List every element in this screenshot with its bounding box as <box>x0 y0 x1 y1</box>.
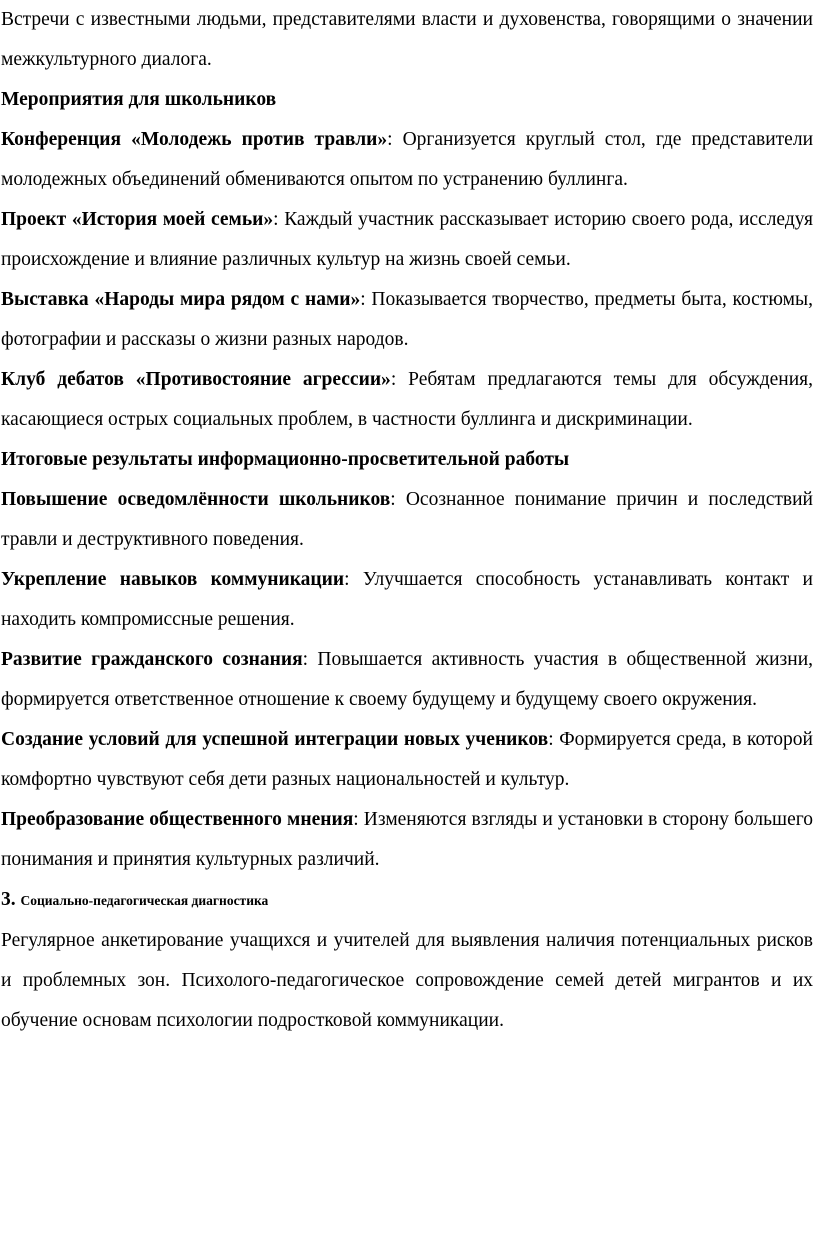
event-text: : Каждый участник рассказывает историю своего рода, исследуя происхождение и влияние различных культур на жизнь своей семьи. <box>1 209 813 270</box>
event-label: Конференция «Молодежь против травли» <box>1 129 388 150</box>
event-item-family-project <box>1 200 813 280</box>
result-text: : Изменяются взгляды и установки в сторону большего понимания и принятия культурных различий. <box>1 809 813 870</box>
section-3-paragraph: Регулярное анкетирование учащихся и учителей для выявления наличия потенциальных рисков и проблемных зон. Психолого-педагогическое сопровождение семей детей мигрантов и их обучение основам психологии подростковой коммуникации. <box>1 930 813 1031</box>
event-text: : Организуется круглый стол, где представители молодежных объединений обмениваются опытом по устранению буллинга. <box>1 129 814 190</box>
result-item-communication <box>1 560 813 640</box>
event-label: Выставка «Народы мира рядом с нами» <box>1 289 361 310</box>
result-label: Повышение осведомлённости школьников <box>1 489 391 510</box>
result-item-awareness <box>1 480 813 560</box>
result-text: : Формируется среда, в которой комфортно чувствуют себя дети разных национальностей и культур. <box>1 729 813 790</box>
results-heading: Итоговые результаты информационно-просветительной работы <box>1 449 570 470</box>
event-text: : Показывается творчество, предметы быта, костюмы, фотографии и рассказы о жизни разных народов. <box>1 289 813 350</box>
result-label: Развитие гражданского сознания <box>1 649 303 670</box>
result-item-civic <box>1 640 813 720</box>
result-label: Укрепление навыков коммуникации <box>1 569 345 590</box>
section-3-heading <box>1 880 813 921</box>
event-item-debate-club <box>1 360 813 440</box>
event-item-exhibition <box>1 280 813 360</box>
result-label: Преобразование общественного мнения <box>1 809 354 830</box>
result-text: : Улучшается способность устанавливать контакт и находить компромиссные решения. <box>1 569 813 630</box>
event-item-conference <box>1 120 813 200</box>
event-label: Клуб дебатов «Противостояние агрессии» <box>1 369 391 390</box>
result-item-opinion <box>1 800 813 880</box>
event-text: : Ребятам предлагаются темы для обсуждения, касающиеся острых социальных проблем, в частности буллинга и дискриминации. <box>1 369 813 430</box>
event-label: Проект «История моей семьи» <box>1 209 274 230</box>
section-title: Социально-педагогическая диагностика <box>20 893 269 908</box>
result-item-integration <box>1 720 813 800</box>
result-text: : Осознанное понимание причин и последствий травли и деструктивного поведения. <box>1 489 813 550</box>
intro-paragraph: Встречи с известными людьми, представителями власти и духовенства, говорящими о значении межкультурного диалога. <box>1 9 813 70</box>
section-number: 3. <box>1 889 16 910</box>
result-label: Создание условий для успешной интеграции новых учеников <box>1 729 549 750</box>
events-heading: Мероприятия для школьников <box>1 89 277 110</box>
result-text: : Повышается активность участия в общественной жизни, формируется ответственное отношение к своему будущему и будущему своего окружения. <box>1 649 813 710</box>
